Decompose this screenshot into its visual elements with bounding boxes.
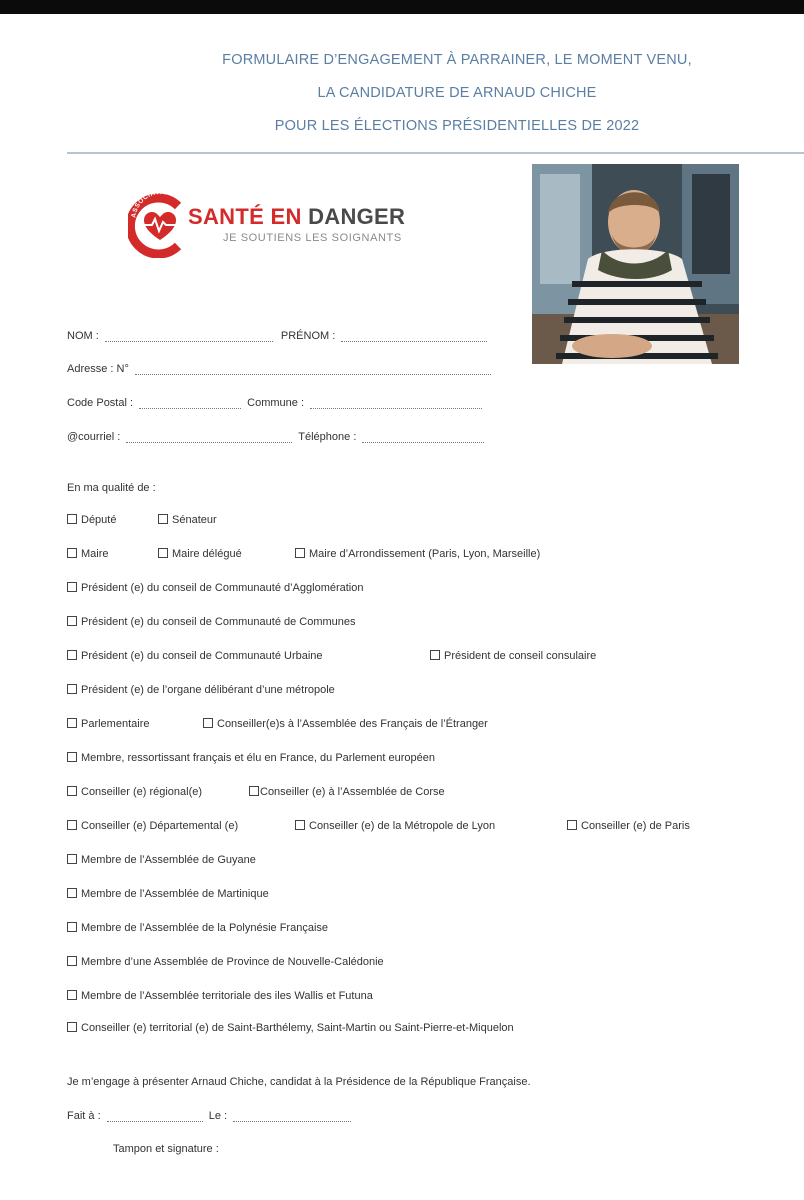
option-conseiller-paris[interactable] (567, 820, 690, 832)
qualite-label: En ma qualité de : (67, 482, 156, 494)
option-membre-parlement-europeen[interactable] (67, 752, 435, 764)
conseiller-departemental-checkbox[interactable] (67, 820, 77, 830)
title-line-2: LA CANDIDATURE DE ARNAUD CHICHE (317, 85, 597, 101)
option-conseiller-regional[interactable] (67, 786, 202, 798)
option-president-agglomeration[interactable] (67, 582, 364, 594)
option-membre-nouvelle-caledonie[interactable] (67, 956, 384, 968)
president-agglomeration-checkbox[interactable] (67, 582, 77, 592)
conseiller-metropole-lyon-checkbox[interactable] (295, 820, 305, 830)
membre-wallis-label: Membre de l’Assemblée territoriale des iles Wallis et Futuna (81, 990, 373, 1002)
membre-nouvelle-caledonie-checkbox[interactable] (67, 956, 77, 966)
conseiller-corse-label: Conseiller (e) à l’Assemblée de Corse (260, 786, 445, 798)
option-president-metropole[interactable] (67, 684, 335, 696)
depute-checkbox[interactable] (67, 514, 77, 524)
maire-arrondissement-checkbox[interactable] (295, 548, 305, 558)
logo-heart-icon (128, 186, 190, 258)
option-membre-guyane[interactable] (67, 854, 256, 866)
option-president-consulaire[interactable] (430, 650, 596, 662)
telephone-label: Téléphone : (298, 431, 357, 443)
adresse-field[interactable] (135, 365, 491, 375)
conseiller-departemental-label: Conseiller (e) Départemental (e) (81, 820, 239, 832)
option-conseiller-territorial[interactable] (67, 1022, 514, 1034)
telephone-field[interactable] (362, 433, 484, 443)
president-urbaine-checkbox[interactable] (67, 650, 77, 660)
option-president-communes[interactable] (67, 616, 356, 628)
president-communes-checkbox[interactable] (67, 616, 77, 626)
title-line-3: POUR LES ÉLECTIONS PRÉSIDENTIELLES DE 2022 (274, 118, 640, 134)
logo-brand (188, 204, 405, 230)
maire-label: Maire (81, 548, 109, 560)
maire-checkbox[interactable] (67, 548, 77, 558)
engagement-statement: Je m’engage à présenter Arnaud Chiche, candidat à la Présidence de la République Française. (67, 1076, 531, 1088)
parlementaire-label: Parlementaire (81, 718, 150, 730)
president-consulaire-checkbox[interactable] (430, 650, 440, 660)
maire-arrondissement-label: Maire d’Arrondissement (Paris, Lyon, Marseille) (309, 548, 541, 560)
fait-a-label: Fait à : (67, 1110, 101, 1122)
option-maire-delegue[interactable] (158, 548, 242, 560)
option-conseiller-afe[interactable] (203, 718, 488, 730)
nom-label: NOM : (67, 330, 99, 342)
membre-martinique-checkbox[interactable] (67, 888, 77, 898)
option-membre-martinique[interactable] (67, 888, 269, 900)
prenom-field[interactable] (341, 332, 487, 342)
depute-label: Député (81, 514, 117, 526)
header-divider (67, 152, 804, 154)
courriel-label: @courriel : (67, 431, 121, 443)
membre-guyane-checkbox[interactable] (67, 854, 77, 864)
title-line-1: FORMULAIRE D’ENGAGEMENT À PARRAINER, LE MOMENT VENU, (222, 52, 692, 68)
fait-a-field[interactable] (107, 1112, 203, 1122)
code-postal-label: Code Postal : (67, 397, 134, 409)
parlementaire-checkbox[interactable] (67, 718, 77, 728)
option-membre-wallis[interactable] (67, 990, 373, 1002)
president-consulaire-label: Président de conseil consulaire (444, 650, 597, 662)
option-conseiller-corse[interactable] (249, 786, 445, 798)
option-conseiller-metropole-lyon[interactable] (295, 820, 495, 832)
logo-brand-word2: DANGER (308, 204, 406, 229)
courriel-row (67, 431, 487, 443)
senateur-checkbox[interactable] (158, 514, 168, 524)
logo-brand-word1: SANTÉ EN (188, 204, 302, 229)
date-field[interactable] (233, 1112, 351, 1122)
membre-polynesie-checkbox[interactable] (67, 922, 77, 932)
membre-polynesie-label: Membre de l’Assemblée de la Polynésie Française (81, 922, 329, 934)
option-conseiller-departemental[interactable] (67, 820, 238, 832)
option-maire-arrondissement[interactable] (295, 548, 540, 560)
form-title (0, 44, 804, 143)
conseiller-paris-label: Conseiller (e) de Paris (581, 820, 690, 832)
nom-row (67, 330, 490, 342)
conseiller-corse-checkbox[interactable] (249, 786, 259, 796)
conseiller-afe-checkbox[interactable] (203, 718, 213, 728)
membre-guyane-label: Membre de l’Assemblée de Guyane (81, 854, 256, 866)
commune-label: Commune : (247, 397, 305, 409)
maire-delegue-label: Maire délégué (172, 548, 242, 560)
option-senateur[interactable] (158, 514, 217, 526)
code-postal-field[interactable] (139, 399, 241, 409)
code-postal-row (67, 397, 485, 409)
membre-parlement-europeen-checkbox[interactable] (67, 752, 77, 762)
sante-en-danger-logo (128, 186, 428, 258)
president-urbaine-label: Président (e) du conseil de Communauté Urbaine (81, 650, 323, 662)
president-agglomeration-label: Président (e) du conseil de Communauté d’Agglomération (81, 582, 364, 594)
prenom-label: PRÉNOM : (280, 330, 336, 342)
option-parlementaire[interactable] (67, 718, 149, 730)
option-membre-polynesie[interactable] (67, 922, 328, 934)
membre-nouvelle-caledonie-label: Membre d’une Assemblée de Province de Nouvelle-Calédonie (81, 956, 384, 968)
president-metropole-checkbox[interactable] (67, 684, 77, 694)
option-maire[interactable] (67, 548, 109, 560)
membre-parlement-europeen-label: Membre, ressortissant français et élu en France, du Parlement européen (81, 752, 436, 764)
courriel-field[interactable] (126, 433, 292, 443)
conseiller-afe-label: Conseiller(e)s à l’Assemblée des Français de l’Étranger (217, 718, 488, 730)
option-president-urbaine[interactable] (67, 650, 323, 662)
conseiller-territorial-checkbox[interactable] (67, 1022, 77, 1032)
le-label: Le : (208, 1110, 228, 1122)
adresse-row (67, 363, 494, 375)
president-metropole-label: Président (e) de l’organe délibérant d’une métropole (81, 684, 335, 696)
conseiller-paris-checkbox[interactable] (567, 820, 577, 830)
conseiller-territorial-label: Conseiller (e) territorial (e) de Saint-Barthélemy, Saint-Martin ou Saint-Pierre-et-Miquelon (81, 1022, 514, 1034)
president-communes-label: Président (e) du conseil de Communauté de Communes (81, 616, 356, 628)
conseiller-regional-label: Conseiller (e) régional(e) (81, 786, 203, 798)
membre-martinique-label: Membre de l’Assemblée de Martinique (81, 888, 269, 900)
logo-arc-text: ASSOCIATION (130, 188, 175, 219)
option-depute[interactable] (67, 514, 116, 526)
conseiller-metropole-lyon-label: Conseiller (e) de la Métropole de Lyon (309, 820, 496, 832)
membre-wallis-checkbox[interactable] (67, 990, 77, 1000)
logo-tagline: JE SOUTIENS LES SOIGNANTS (223, 232, 402, 244)
maire-delegue-checkbox[interactable] (158, 548, 168, 558)
conseiller-regional-checkbox[interactable] (67, 786, 77, 796)
tampon-signature-label: Tampon et signature : (113, 1143, 219, 1155)
adresse-label: Adresse : N° (67, 363, 129, 375)
commune-field[interactable] (310, 399, 482, 409)
senateur-label: Sénateur (172, 514, 217, 526)
top-bar (0, 0, 804, 14)
nom-field[interactable] (105, 332, 273, 342)
fait-le-row (67, 1110, 354, 1122)
candidate-photo (532, 164, 739, 364)
